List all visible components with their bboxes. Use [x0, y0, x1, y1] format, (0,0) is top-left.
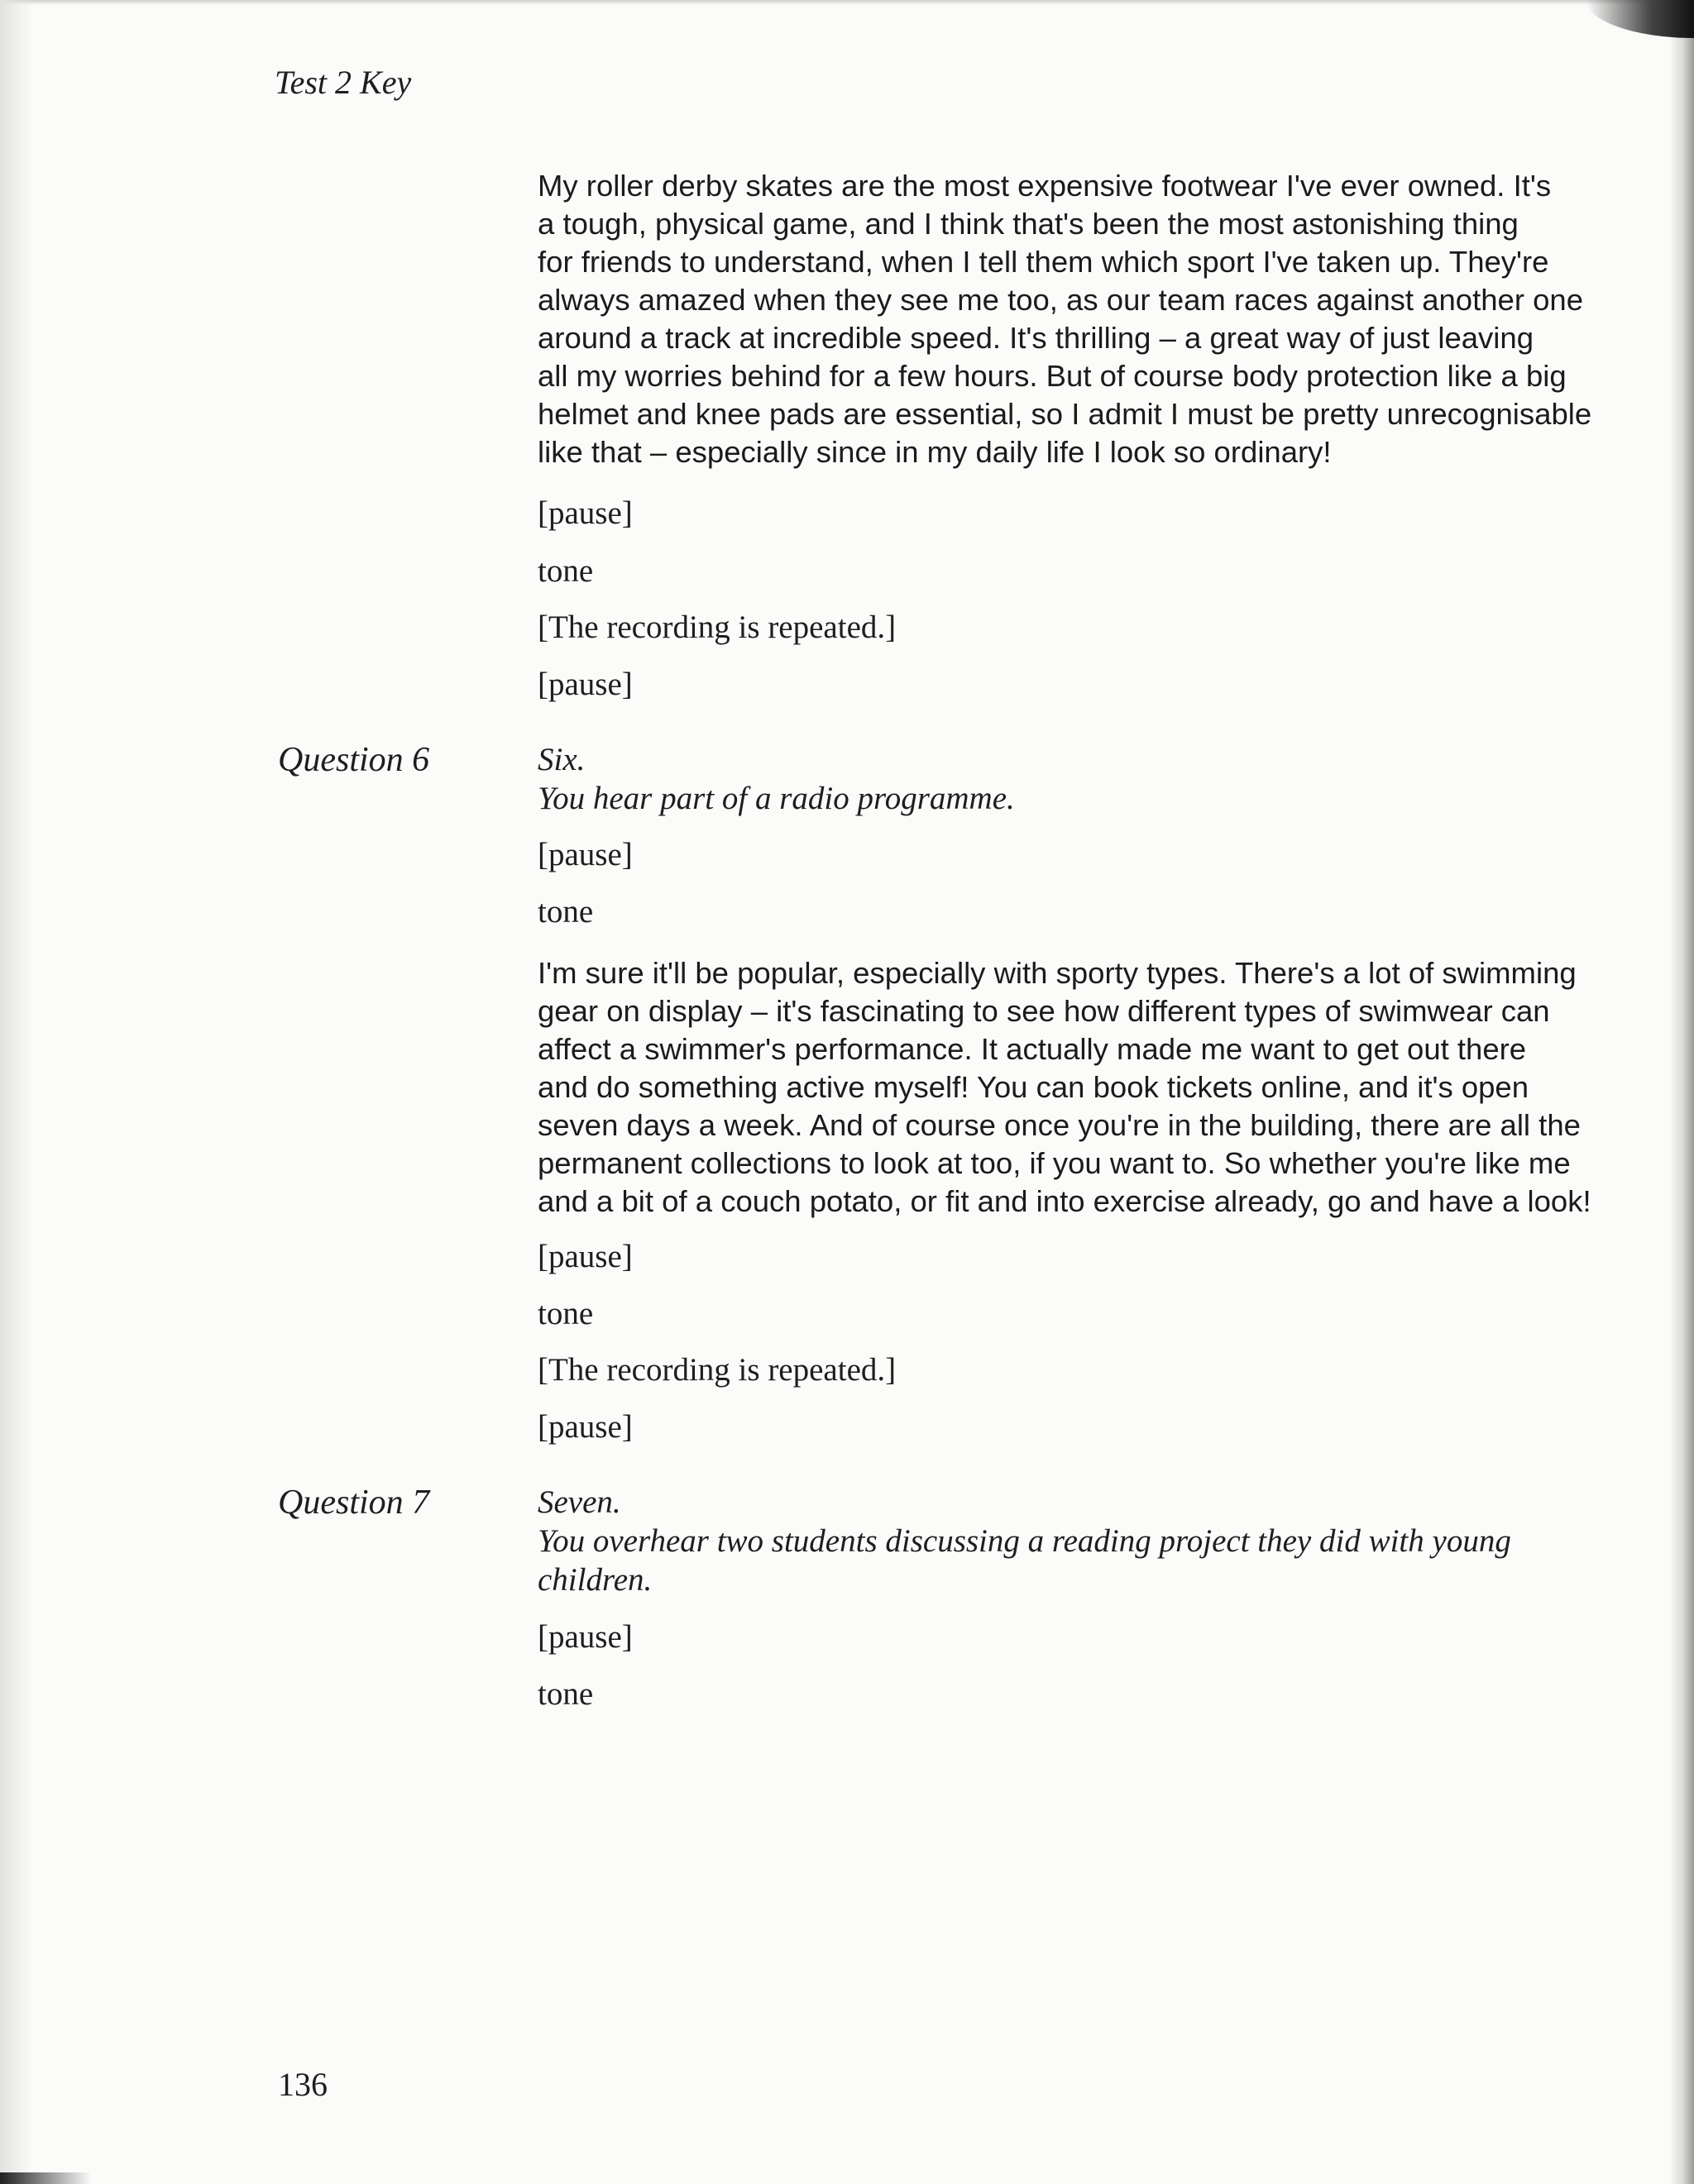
passage-line: around a track at incredible speed. It's thrilling – a great way of just leaving: [538, 321, 1534, 355]
passage-line: and a bit of a couch potato, or fit and into exercise already, go and have a look!: [538, 1184, 1591, 1218]
question-7-context-line-1: You overhear two students discussing a reading project they did with young: [538, 1523, 1511, 1559]
passage-line: permanent collections to look at too, if you want to. So whether you're like me: [538, 1146, 1571, 1180]
pause-cue: [pause]: [538, 1239, 633, 1274]
passage-line: I'm sure it'll be popular, especially with sporty types. There's a lot of swimming: [538, 956, 1577, 990]
passage-6-text: [538, 954, 1638, 1221]
tone-cue: tone: [538, 1676, 594, 1712]
repeat-cue: [The recording is repeated.]: [538, 609, 897, 645]
passage-line: gear on display – it's fascinating to see how different types of swimwear can: [538, 994, 1550, 1028]
passage-5-text: [538, 167, 1638, 471]
passage-line: for friends to understand, when I tell them which sport I've taken up. They're: [538, 245, 1549, 279]
question-7-number: Seven.: [538, 1484, 621, 1520]
question-6-label: Question 6: [278, 741, 430, 779]
pause-cue: [pause]: [538, 1619, 633, 1655]
passage-line: My roller derby skates are the most expensive footwear I've ever owned. It's: [538, 169, 1552, 203]
pause-cue: [pause]: [538, 837, 633, 872]
passage-line: like that – especially since in my daily life I look so ordinary!: [538, 435, 1332, 469]
passage-line: affect a swimmer's performance. It actually made me want to get out there: [538, 1032, 1527, 1066]
tone-cue: tone: [538, 553, 594, 589]
passage-line: a tough, physical game, and I think that's been the most astonishing thing: [538, 207, 1519, 241]
tone-cue: tone: [538, 894, 594, 930]
scan-shadow-left: [0, 0, 33, 2184]
scan-shadow-top: [0, 0, 1694, 5]
page-number: 136: [278, 2066, 328, 2103]
pause-cue: [pause]: [538, 495, 633, 531]
pause-cue: [pause]: [538, 667, 633, 702]
question-6-number: Six.: [538, 742, 586, 777]
scan-corner-bottom-left: [0, 2172, 91, 2184]
passage-line: and do something active myself! You can book tickets online, and it's open: [538, 1070, 1529, 1104]
tone-cue: tone: [538, 1296, 594, 1331]
question-6-context: You hear part of a radio programme.: [538, 781, 1015, 816]
passage-line: helmet and knee pads are essential, so I admit I must be pretty unrecognisable: [538, 397, 1592, 431]
question-7-label: Question 7: [278, 1484, 430, 1522]
scan-shadow-right: [1669, 0, 1694, 2184]
passage-line: seven days a week. And of course once you're in the building, there are all the: [538, 1108, 1581, 1142]
running-head: Test 2 Key: [275, 64, 412, 101]
pause-cue: [pause]: [538, 1409, 633, 1445]
page-curl-corner: [1586, 0, 1694, 38]
repeat-cue: [The recording is repeated.]: [538, 1352, 897, 1388]
question-7-context-line-2: children.: [538, 1562, 653, 1598]
passage-line: all my worries behind for a few hours. But of course body protection like a big: [538, 359, 1567, 393]
passage-line: always amazed when they see me too, as our team races against another one: [538, 283, 1584, 317]
